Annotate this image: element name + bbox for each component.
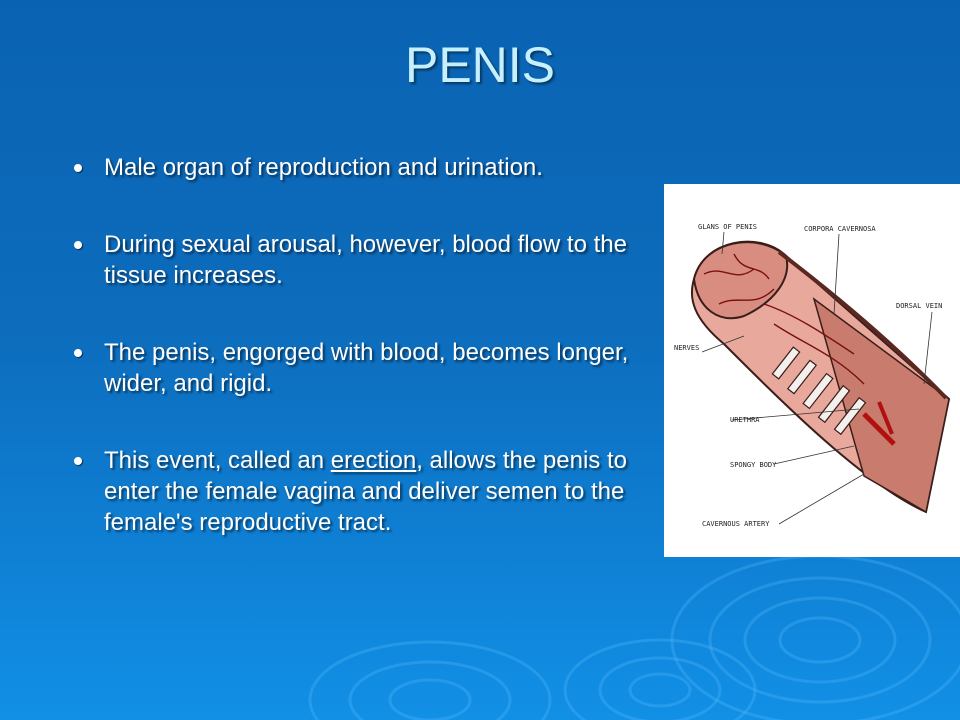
anatomy-figure bbox=[664, 184, 960, 557]
bullet-text-after: , allows the penis to enter the female vagina and deliver semen to the female's reproductive tract. bbox=[104, 447, 627, 536]
bullet-item bbox=[74, 337, 654, 399]
bullet-item bbox=[74, 445, 654, 538]
bullet-text-before: This event, called an bbox=[104, 447, 331, 474]
label-urethra: URETHRA bbox=[730, 416, 760, 424]
bullet-text: The penis, engorged with blood, becomes longer, wider, and rigid. bbox=[104, 339, 629, 397]
bullet-dot-icon bbox=[74, 241, 82, 249]
bullet-list bbox=[74, 152, 654, 538]
penis-cross-section-illustration bbox=[664, 184, 960, 557]
label-glans: GLANS OF PENIS bbox=[698, 223, 758, 231]
bullet-dot-icon bbox=[74, 164, 82, 172]
bullet-dot-icon bbox=[74, 457, 82, 465]
bullet-text: During sexual arousal, however, blood flow to the tissue increases. bbox=[104, 231, 627, 289]
label-spongy-body: SPONGY BODY bbox=[730, 461, 777, 469]
bullet-text: Male organ of reproduction and urination. bbox=[104, 154, 543, 181]
label-cavernous-artery: CAVERNOUS ARTERY bbox=[702, 520, 770, 528]
erection-link[interactable]: erection bbox=[330, 447, 417, 474]
slide-title: PENIS bbox=[404, 37, 556, 93]
label-corpora-cavernosa: CORPORA CAVERNOSA bbox=[804, 225, 876, 233]
bullet-item bbox=[74, 229, 654, 291]
bullet-dot-icon bbox=[74, 349, 82, 357]
label-dorsal-vein: DORSAL VEIN bbox=[896, 302, 943, 310]
bullet-item bbox=[74, 152, 654, 183]
label-nerves: NERVES bbox=[674, 344, 700, 352]
